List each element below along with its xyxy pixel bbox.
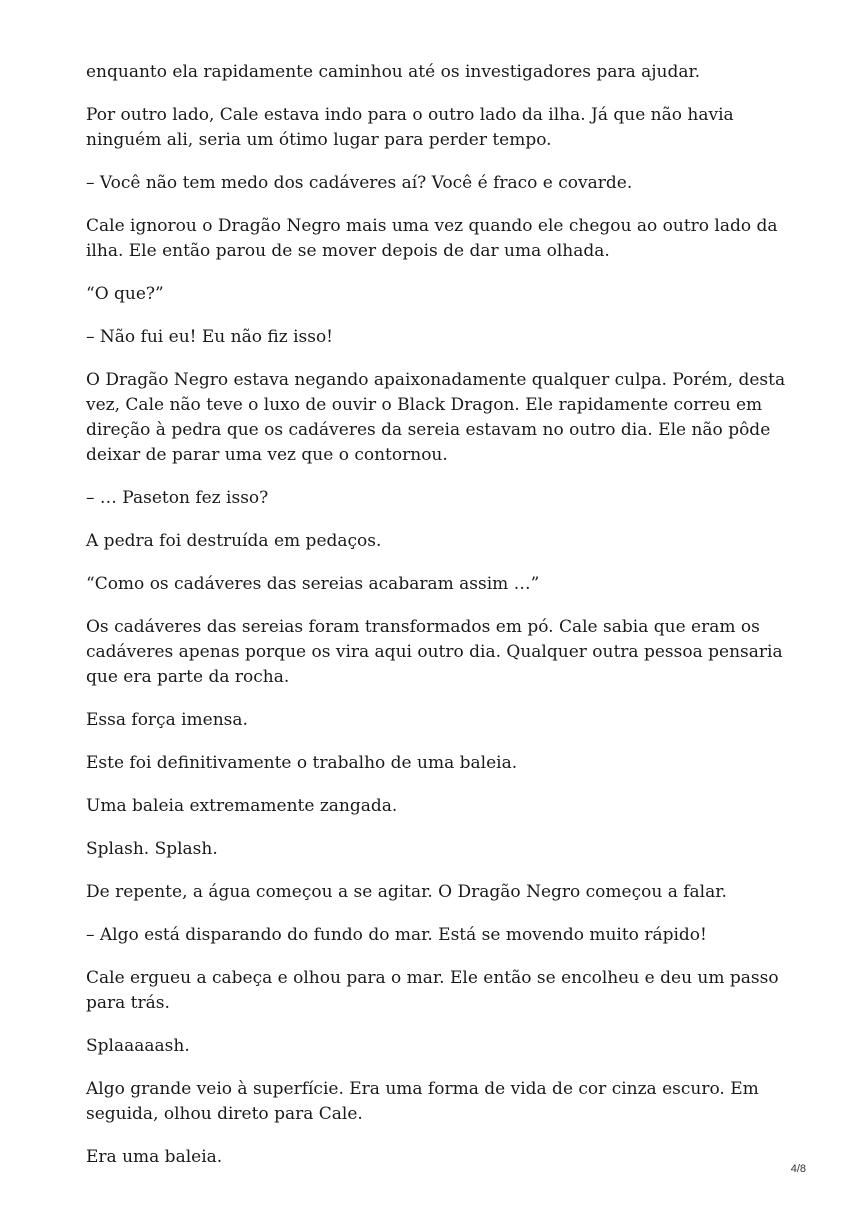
paragraph: Splaaaaash.	[86, 1036, 190, 1056]
paragraph: Uma baleia extremamente zangada.	[86, 796, 398, 816]
paragraph: – Algo está disparando do fundo do mar. Está se movendo muito rápido!	[86, 925, 707, 945]
paragraph: De repente, a água começou a se agitar. O Dragão Negro começou a falar.	[86, 882, 727, 902]
paragraph: – … Paseton fez isso?	[86, 488, 269, 508]
paragraph: Por outro lado, Cale estava indo para o outro lado da ilha. Já que não havia ninguém ali, seria um ótimo lugar para perder tempo.	[86, 105, 734, 150]
paragraph: Essa força imensa.	[86, 710, 248, 730]
paragraph: Splash. Splash.	[86, 839, 218, 859]
document-body	[86, 60, 786, 1188]
paragraph: – Você não tem medo dos cadáveres aí? Você é fraco e covarde.	[86, 173, 633, 193]
paragraph: enquanto ela rapidamente caminhou até os investigadores para ajudar.	[86, 62, 701, 82]
paragraph: Cale ignorou o Dragão Negro mais uma vez quando ele chegou ao outro lado da ilha. Ele então parou de se mover depois de dar uma olhada.	[86, 216, 778, 261]
paragraph: “O que?”	[86, 284, 164, 304]
paragraph: Os cadáveres das sereias foram transformados em pó. Cale sabia que eram os cadáveres apenas porque os vira aqui outro dia. Qualquer outra pessoa pensaria que era parte da rocha.	[86, 617, 783, 687]
paragraph: – Não fui eu! Eu não fiz isso!	[86, 327, 334, 347]
paragraph: O Dragão Negro estava negando apaixonadamente qualquer culpa. Porém, desta vez, Cale não teve o luxo de ouvir o Black Dragon. Ele rapidamente correu em direção à pedra que os cadáveres da sereia estavam no outro dia. Ele não pôde deixar de parar uma vez que o contornou.	[86, 370, 786, 465]
page-number: 4/8	[790, 1163, 806, 1175]
paragraph: Era uma baleia.	[86, 1147, 223, 1167]
paragraph: Cale ergueu a cabeça e olhou para o mar. Ele então se encolheu e deu um passo para trás.	[86, 968, 779, 1013]
paragraph: A pedra foi destruída em pedaços.	[86, 531, 382, 551]
paragraph: Algo grande veio à superfície. Era uma forma de vida de cor cinza escuro. Em seguida, olhou direto para Cale.	[86, 1079, 759, 1124]
paragraph: Este foi definitivamente o trabalho de uma baleia.	[86, 753, 518, 773]
paragraph: “Como os cadáveres das sereias acabaram assim …”	[86, 574, 540, 594]
